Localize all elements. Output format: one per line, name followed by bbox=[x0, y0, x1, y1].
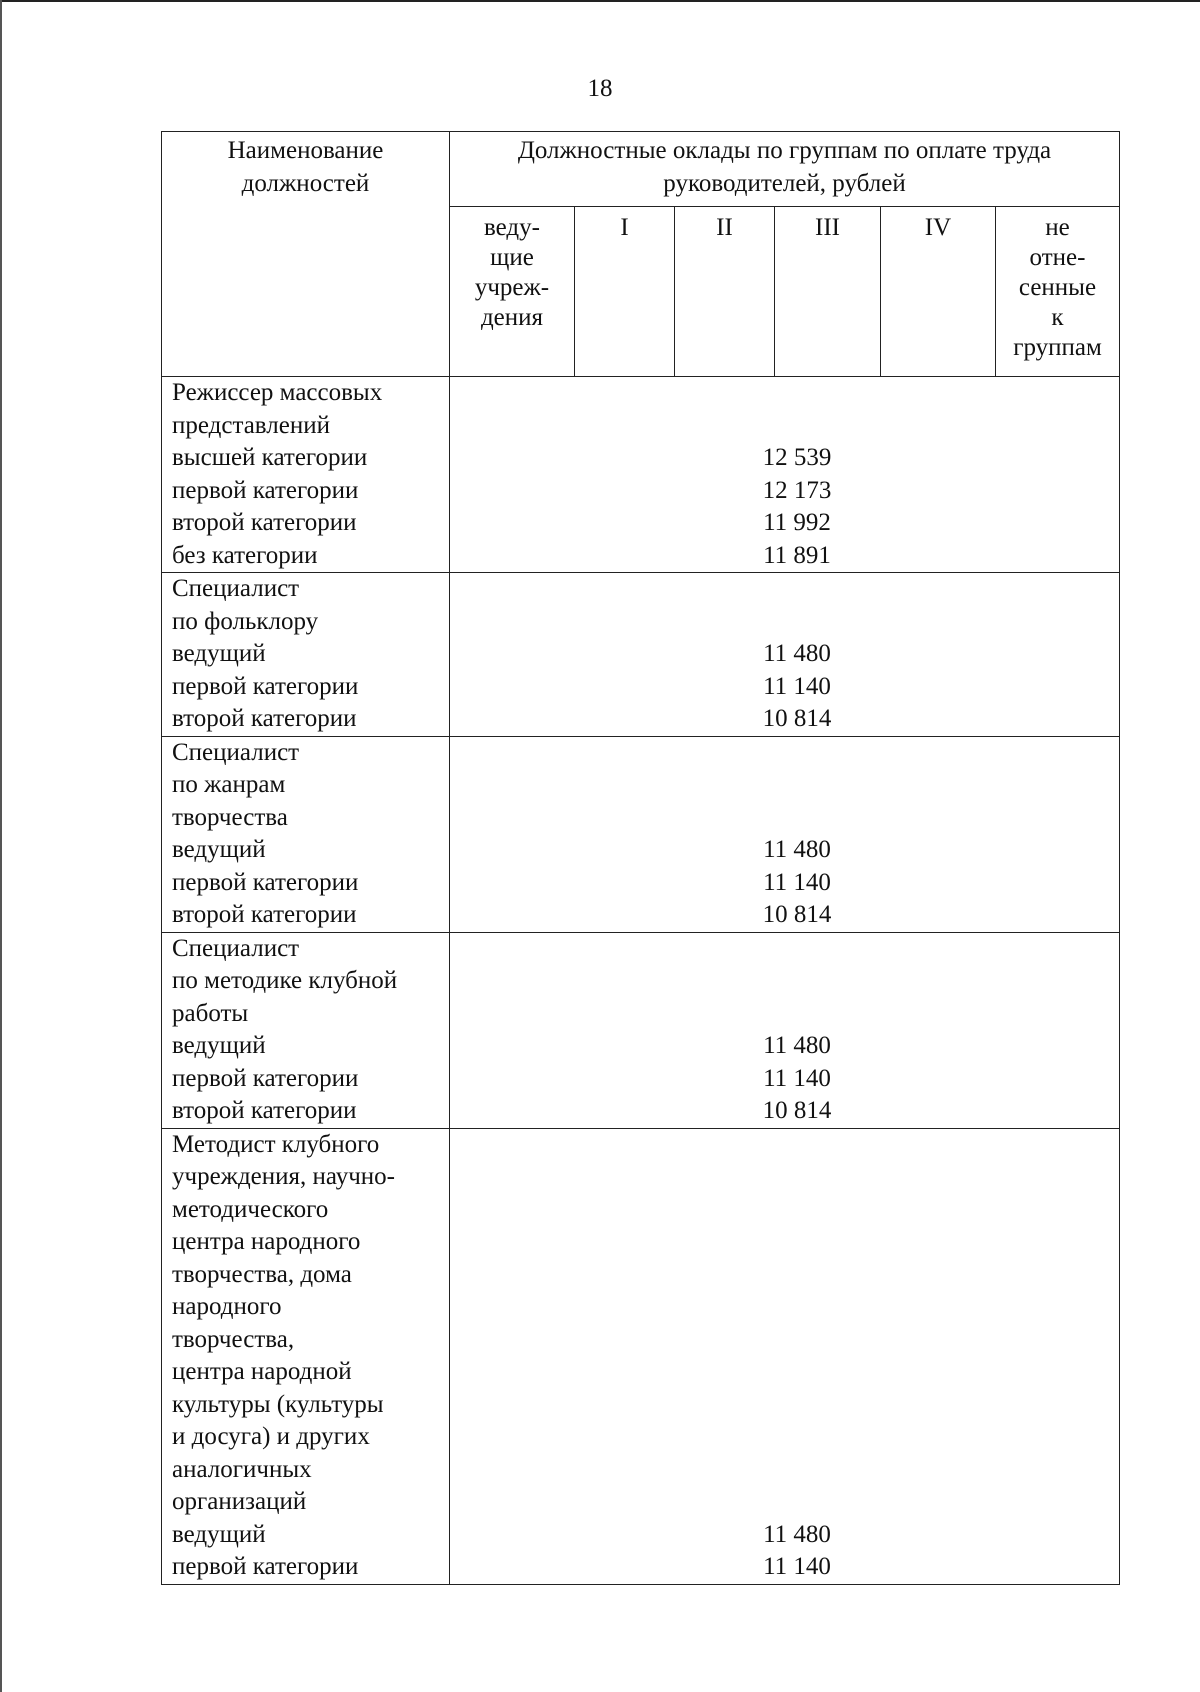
header-col-line: дения bbox=[480, 304, 544, 331]
position-name-line: аналогичных bbox=[172, 1455, 312, 1483]
position-name-line: второй категории bbox=[172, 705, 357, 732]
header-name-line: должностей bbox=[241, 169, 370, 197]
salary-value: 11 480 bbox=[763, 1032, 831, 1059]
salary-value-blank bbox=[450, 1486, 1119, 1519]
position-name-line: второй категории bbox=[172, 1097, 357, 1124]
salary-value: 12 539 bbox=[762, 444, 832, 471]
salary-value-blank bbox=[450, 1389, 1119, 1422]
position-name-line: первой категории bbox=[172, 1553, 359, 1580]
salary-value-blank bbox=[450, 769, 1119, 802]
header-col-line: не bbox=[1045, 214, 1070, 241]
position-name-line: культуры (культуры bbox=[172, 1390, 384, 1418]
position-name-line: Методист клубного bbox=[172, 1130, 380, 1158]
page-number: 18 bbox=[587, 75, 613, 102]
salary-value-blank bbox=[450, 1356, 1119, 1389]
position-name-line: высшей категории bbox=[172, 444, 368, 471]
salary-value-blank bbox=[450, 606, 1119, 639]
salary-table bbox=[161, 131, 1120, 1585]
position-name-line: центра народной bbox=[172, 1358, 352, 1385]
salary-values-cell bbox=[450, 377, 1120, 573]
header-position-name bbox=[162, 132, 450, 377]
header-col-line: III bbox=[815, 214, 840, 241]
position-names-cell bbox=[162, 377, 450, 573]
position-name-line: первой категории bbox=[172, 868, 359, 896]
position-name-line: народного bbox=[172, 1293, 282, 1320]
salary-value-blank bbox=[450, 802, 1119, 835]
salary-value: 11 140 bbox=[763, 1553, 831, 1580]
header-salary-groups bbox=[450, 132, 1120, 207]
position-name-line: ведущий bbox=[172, 836, 266, 863]
salary-value-blank bbox=[450, 1454, 1119, 1487]
header-col-line: отне- bbox=[1029, 244, 1086, 271]
position-name-line: первой категории bbox=[172, 672, 359, 700]
salary-value: 11 992 bbox=[763, 509, 831, 536]
header-col-leading-institutions bbox=[450, 207, 575, 377]
table-row bbox=[162, 1128, 1120, 1584]
header-col-line: щие bbox=[490, 244, 534, 271]
salary-value-blank bbox=[450, 1259, 1119, 1292]
position-names-cell bbox=[162, 573, 450, 737]
header-col-not-assigned bbox=[996, 207, 1120, 377]
salary-value-blank bbox=[450, 377, 1119, 410]
position-names-cell bbox=[162, 932, 450, 1128]
position-name-line: второй категории bbox=[172, 901, 357, 928]
salary-values-cell bbox=[450, 932, 1120, 1128]
position-name-line: Специалист bbox=[172, 934, 300, 962]
position-name-line: второй категории bbox=[172, 509, 357, 536]
table-row bbox=[162, 736, 1120, 932]
salary-value: 10 814 bbox=[762, 705, 832, 732]
header-col-group-1 bbox=[575, 207, 675, 377]
table-row bbox=[162, 932, 1120, 1128]
salary-value: 11 480 bbox=[763, 1520, 831, 1548]
salary-value: 11 480 bbox=[763, 836, 831, 863]
position-name-line: творчества, bbox=[172, 1325, 295, 1353]
position-name-line: представлений bbox=[172, 411, 330, 439]
salary-value: 11 480 bbox=[763, 640, 831, 667]
salary-value-blank bbox=[450, 737, 1119, 770]
header-col-line: IV bbox=[924, 214, 952, 241]
table-header-row-1 bbox=[162, 132, 1120, 207]
header-col-line: веду- bbox=[484, 214, 540, 241]
header-col-group-2 bbox=[675, 207, 775, 377]
salary-value-blank bbox=[450, 1226, 1119, 1259]
table-row bbox=[162, 377, 1120, 573]
salary-value: 11 140 bbox=[763, 868, 831, 896]
salary-value-blank bbox=[450, 998, 1119, 1031]
salary-values-cell bbox=[450, 736, 1120, 932]
header-group-title-line: Должностные оклады по группам по оплате труда bbox=[517, 137, 1052, 164]
position-name-line: ведущий bbox=[172, 1032, 266, 1059]
table-row bbox=[162, 573, 1120, 737]
salary-values-cell bbox=[450, 1128, 1120, 1584]
salary-value-blank bbox=[450, 1194, 1119, 1227]
salary-value: 10 814 bbox=[762, 1097, 832, 1124]
salary-value: 11 891 bbox=[763, 541, 831, 569]
salary-values-cell bbox=[450, 573, 1120, 737]
salary-value-blank bbox=[450, 410, 1119, 443]
salary-value: 11 140 bbox=[763, 672, 831, 700]
header-col-line: учреж- bbox=[474, 274, 550, 301]
header-col-line: к bbox=[1051, 304, 1064, 331]
position-name-line: Режиссер массовых bbox=[172, 379, 383, 406]
position-name-line: творчества bbox=[172, 803, 288, 831]
header-col-line: I bbox=[620, 214, 629, 241]
salary-value-blank bbox=[450, 965, 1119, 998]
position-name-line: и досуга) и других bbox=[172, 1423, 370, 1450]
position-name-line: работы bbox=[172, 999, 249, 1027]
position-name-line: центра народного bbox=[172, 1228, 361, 1255]
position-name-line: по методике клубной bbox=[172, 967, 398, 994]
position-name-line: методического bbox=[172, 1195, 329, 1223]
position-name-line: по фольклору bbox=[172, 607, 319, 635]
salary-value-blank bbox=[450, 1291, 1119, 1324]
position-name-line: по жанрам bbox=[172, 771, 286, 798]
position-name-line: первой категории bbox=[172, 476, 359, 504]
salary-value-blank bbox=[450, 573, 1119, 606]
position-name-line: организаций bbox=[172, 1488, 307, 1515]
header-col-line: сенные bbox=[1018, 274, 1097, 301]
position-name-line: ведущий bbox=[172, 1520, 266, 1548]
salary-value-blank bbox=[450, 1421, 1119, 1454]
position-name-line: учреждения, научно- bbox=[172, 1163, 395, 1190]
salary-value: 10 814 bbox=[762, 901, 832, 928]
position-name-line: Специалист bbox=[172, 738, 300, 766]
position-name-line: первой категории bbox=[172, 1064, 359, 1092]
scan-border-left bbox=[0, 0, 2, 1692]
salary-value-blank bbox=[450, 1129, 1119, 1162]
position-name-line: без категории bbox=[172, 541, 318, 569]
position-name-line: ведущий bbox=[172, 640, 266, 667]
salary-value: 12 173 bbox=[762, 476, 832, 504]
scan-border-top bbox=[0, 0, 1200, 2]
salary-value-blank bbox=[450, 1161, 1119, 1194]
salary-value: 11 140 bbox=[763, 1064, 831, 1092]
salary-value-blank bbox=[450, 1324, 1119, 1357]
position-names-cell bbox=[162, 1128, 450, 1584]
position-names-cell bbox=[162, 736, 450, 932]
header-col-group-3 bbox=[775, 207, 881, 377]
salary-value-blank bbox=[450, 933, 1119, 966]
position-name-line: Специалист bbox=[172, 575, 300, 602]
header-col-group-4 bbox=[881, 207, 996, 377]
header-col-line: II bbox=[716, 214, 733, 241]
position-name-line: творчества, дома bbox=[172, 1260, 352, 1288]
header-col-line: группам bbox=[1013, 334, 1102, 361]
header-group-title-line: руководителей, рублей bbox=[663, 169, 906, 197]
header-name-line: Наименование bbox=[227, 137, 384, 164]
